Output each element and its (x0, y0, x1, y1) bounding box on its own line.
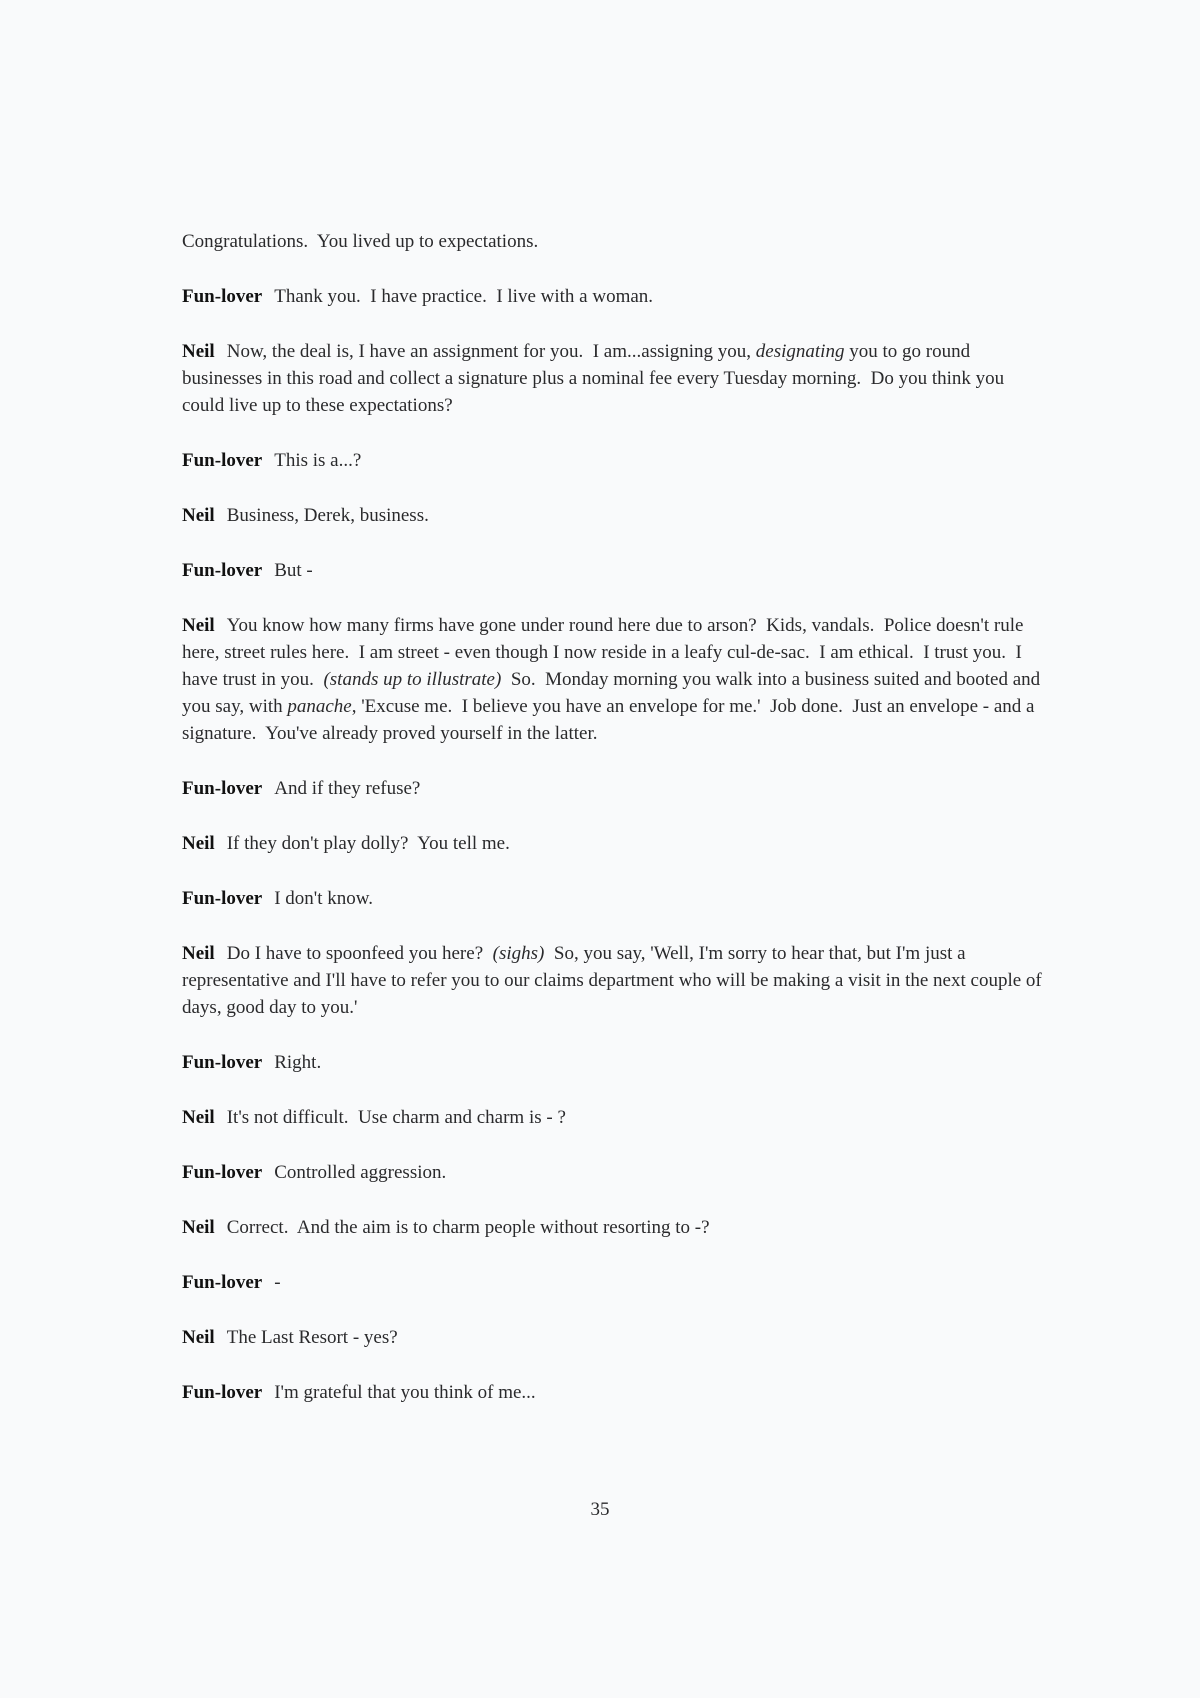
dialogue-line (182, 338, 1042, 419)
dialogue-text: You know how many firms have gone under round here due to arson? Kids, vandals. Police doesn't rule here, street rules here. I am street - even though I now reside in a leafy cul-de-sac. I am ethical. I trust you. I have trust in you. (182, 615, 1029, 690)
stage-direction: (stands up to illustrate) (323, 669, 502, 690)
speaker-name: Fun-lover (182, 286, 263, 307)
dialogue-text: Thank you. I have practice. I live with a woman. (274, 286, 654, 307)
dialogue-text: If they don't play dolly? You tell me. (226, 833, 510, 854)
dialogue-line (182, 1049, 1042, 1076)
dialogue-text: - (274, 1272, 281, 1293)
speaker-name: Fun-lover (182, 450, 263, 471)
dialogue-text: , 'Excuse me. I believe you have an envelope for me.' Job done. Just an envelope - and a signature. You've already proved yourself in the latter. (182, 696, 1040, 744)
speaker-name: Neil (182, 341, 215, 362)
page-number: 35 (590, 1499, 610, 1520)
speaker-name: Fun-lover (182, 560, 263, 581)
dialogue-text: This is a...? (274, 450, 362, 471)
dialogue-line (182, 502, 1042, 529)
dialogue-text: So. Monday morning you walk into a business suited and booted and you say, with (182, 669, 1045, 717)
speaker-name: Neil (182, 615, 215, 636)
speaker-name: Neil (182, 943, 215, 964)
dialogue-text: Business, Derek, business. (226, 505, 429, 526)
speaker-name: Fun-lover (182, 1052, 263, 1073)
dialogue-line (182, 940, 1047, 1021)
stage-line (182, 228, 1042, 255)
dialogue-text: Congratulations. You lived up to expectations. (182, 231, 539, 252)
dialogue-text: So, you say, 'Well, I'm sorry to hear that, but I'm just a representative and I'll have to refer you to our claims department who will be making a visit in the next couple of days, good day to you.' (182, 943, 1047, 1018)
dialogue-line (182, 775, 1042, 802)
speaker-name: Fun-lover (182, 1382, 263, 1403)
script-text (182, 228, 1047, 1434)
dialogue-text: I don't know. (274, 888, 373, 909)
speaker-name: Neil (182, 833, 215, 854)
dialogue-line (182, 1269, 1042, 1296)
dialogue-line (182, 830, 1042, 857)
dialogue-line (182, 447, 1042, 474)
dialogue-line (182, 557, 1042, 584)
dialogue-line (182, 885, 1042, 912)
speaker-name: Fun-lover (182, 778, 263, 799)
speaker-name: Fun-lover (182, 888, 263, 909)
dialogue-text: It's not difficult. Use charm and charm is - ? (226, 1107, 566, 1128)
speaker-name: Fun-lover (182, 1272, 263, 1293)
dialogue-line (182, 1104, 1042, 1131)
dialogue-text: I'm grateful that you think of me... (274, 1382, 536, 1403)
speaker-name: Neil (182, 1217, 215, 1238)
dialogue-text: Do I have to spoonfeed you here? (226, 943, 493, 964)
dialogue-text: Right. (274, 1052, 322, 1073)
dialogue-text: But - (274, 560, 313, 581)
speaker-name: Neil (182, 505, 215, 526)
dialogue-line (182, 612, 1045, 747)
dialogue-line (182, 1379, 1042, 1406)
stage-direction: designating (755, 341, 845, 362)
speaker-name: Neil (182, 1327, 215, 1348)
dialogue-text: Controlled aggression. (274, 1162, 447, 1183)
dialogue-text: Now, the deal is, I have an assignment for you. I am...assigning you, (226, 341, 756, 362)
stage-direction: panache (287, 696, 352, 717)
dialogue-text: Correct. And the aim is to charm people without resorting to -? (226, 1217, 710, 1238)
dialogue-line (182, 1159, 1042, 1186)
dialogue-text: The Last Resort - yes? (226, 1327, 398, 1348)
speaker-name: Neil (182, 1107, 215, 1128)
dialogue-line (182, 1214, 1042, 1241)
speaker-name: Fun-lover (182, 1162, 263, 1183)
dialogue-text: you to go round businesses in this road and collect a signature plus a nominal fee every Tuesday morning. Do you think you could live up to these expectations? (182, 341, 1009, 416)
dialogue-line (182, 283, 1042, 310)
dialogue-text: And if they refuse? (274, 778, 421, 799)
stage-direction: (sighs) (492, 943, 545, 964)
dialogue-line (182, 1324, 1042, 1351)
